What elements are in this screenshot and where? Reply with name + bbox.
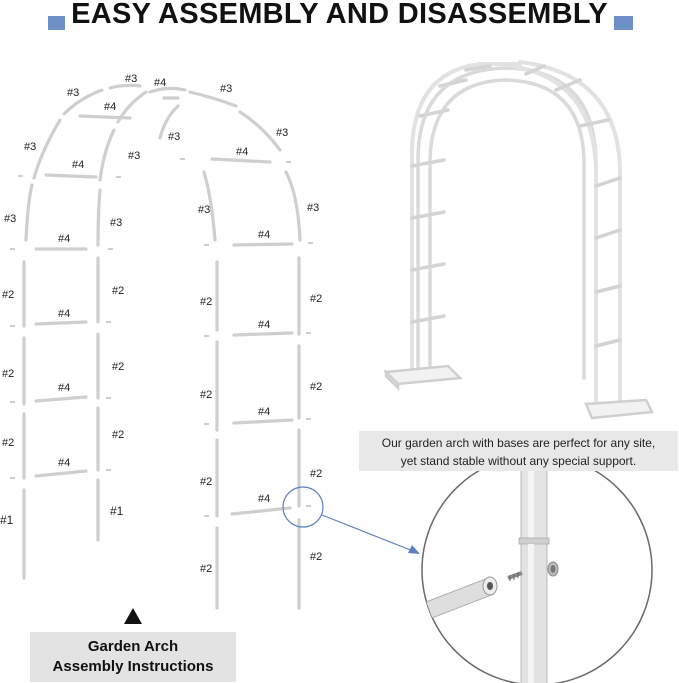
label-bottom-pole: #1 xyxy=(110,504,124,518)
arch-piece xyxy=(98,190,100,245)
zoom-detail xyxy=(422,440,652,683)
arch-piece xyxy=(34,120,60,178)
label-arch-segment: #3 xyxy=(67,87,80,99)
label-arch-segment: #3 xyxy=(24,141,37,153)
crossbar xyxy=(36,322,86,324)
label-arch-segment: #3 xyxy=(198,204,211,216)
up-triangle-icon xyxy=(124,608,142,624)
label-crossbar: #4 xyxy=(236,146,249,158)
label-arch-segment: #3 xyxy=(168,131,181,143)
label-crossbar: #4 xyxy=(72,159,85,171)
callout-line xyxy=(322,515,413,551)
label-crossbar: #4 xyxy=(258,229,271,241)
label-crossbar: #4 xyxy=(258,319,271,331)
label-arch-segment: #3 xyxy=(307,202,320,214)
label-middle-pole: #2 xyxy=(200,563,213,575)
label-arch-segment: #3 xyxy=(4,213,17,225)
exploded-parts xyxy=(24,85,300,608)
label-middle-pole: #2 xyxy=(310,468,323,480)
label-arch-segment: #3 xyxy=(125,73,138,85)
right-base xyxy=(586,400,652,418)
label-middle-pole: #2 xyxy=(112,361,125,373)
label-middle-pole: #2 xyxy=(310,293,323,305)
crossbar xyxy=(212,159,270,162)
crossbar xyxy=(46,175,96,177)
label-middle-pole: #2 xyxy=(310,551,323,563)
crossbar xyxy=(36,397,86,401)
page-title: EASY ASSEMBLY AND DISASSEMBLY xyxy=(0,0,679,34)
label-arch-segment: #3 xyxy=(110,217,123,229)
label-middle-pole: #2 xyxy=(200,296,213,308)
crossbar xyxy=(234,333,292,335)
left-base xyxy=(386,366,460,384)
arch-piece xyxy=(110,85,140,88)
label-crossbar: #4 xyxy=(104,101,117,113)
instructions-label xyxy=(30,632,236,682)
arch-piece xyxy=(286,172,300,240)
label-crossbar: #4 xyxy=(258,406,271,418)
label-middle-pole: #2 xyxy=(2,368,15,380)
assembled-arch xyxy=(386,62,652,418)
label-arch-segment: #3 xyxy=(128,150,141,162)
arch-piece xyxy=(240,112,280,150)
crossbar xyxy=(234,420,292,423)
label-middle-pole: #2 xyxy=(200,389,213,401)
instructions-line-1: Garden Arch xyxy=(87,638,179,655)
label-middle-pole: #2 xyxy=(2,289,15,301)
label-middle-pole: #2 xyxy=(2,437,15,449)
crossbar xyxy=(234,244,292,245)
label-middle-pole: #2 xyxy=(310,381,323,393)
caption-line-1: Our garden arch with bases are perfect for any site, xyxy=(381,436,656,450)
label-middle-pole: #2 xyxy=(112,429,125,441)
label-crossbar: #4 xyxy=(58,233,71,245)
label-middle-pole: #2 xyxy=(112,285,125,297)
label-crossbar: #4 xyxy=(58,382,71,394)
label-middle-pole: #2 xyxy=(200,476,213,488)
label-arch-segment: #3 xyxy=(276,127,289,139)
caption-line-2: yet stand stable without any special support. xyxy=(400,454,637,468)
arch-piece xyxy=(26,185,32,240)
label-crossbar: #4 xyxy=(58,308,71,320)
label-arch-segment: #3 xyxy=(220,83,233,95)
label-crossbar: #4 xyxy=(258,493,271,505)
label-crossbar: #4 xyxy=(58,457,71,469)
instructions-line-2: Assembly Instructions xyxy=(52,658,214,675)
label-bottom-pole: #1 xyxy=(0,513,14,527)
crossbar xyxy=(80,116,130,118)
arch-piece xyxy=(100,130,114,180)
callout-arrowhead xyxy=(408,545,420,554)
crossbar xyxy=(36,471,86,476)
product-caption xyxy=(359,431,678,471)
joint-ticks xyxy=(10,159,313,516)
crossbar xyxy=(232,508,290,514)
label-crossbar: #4 xyxy=(154,77,167,89)
